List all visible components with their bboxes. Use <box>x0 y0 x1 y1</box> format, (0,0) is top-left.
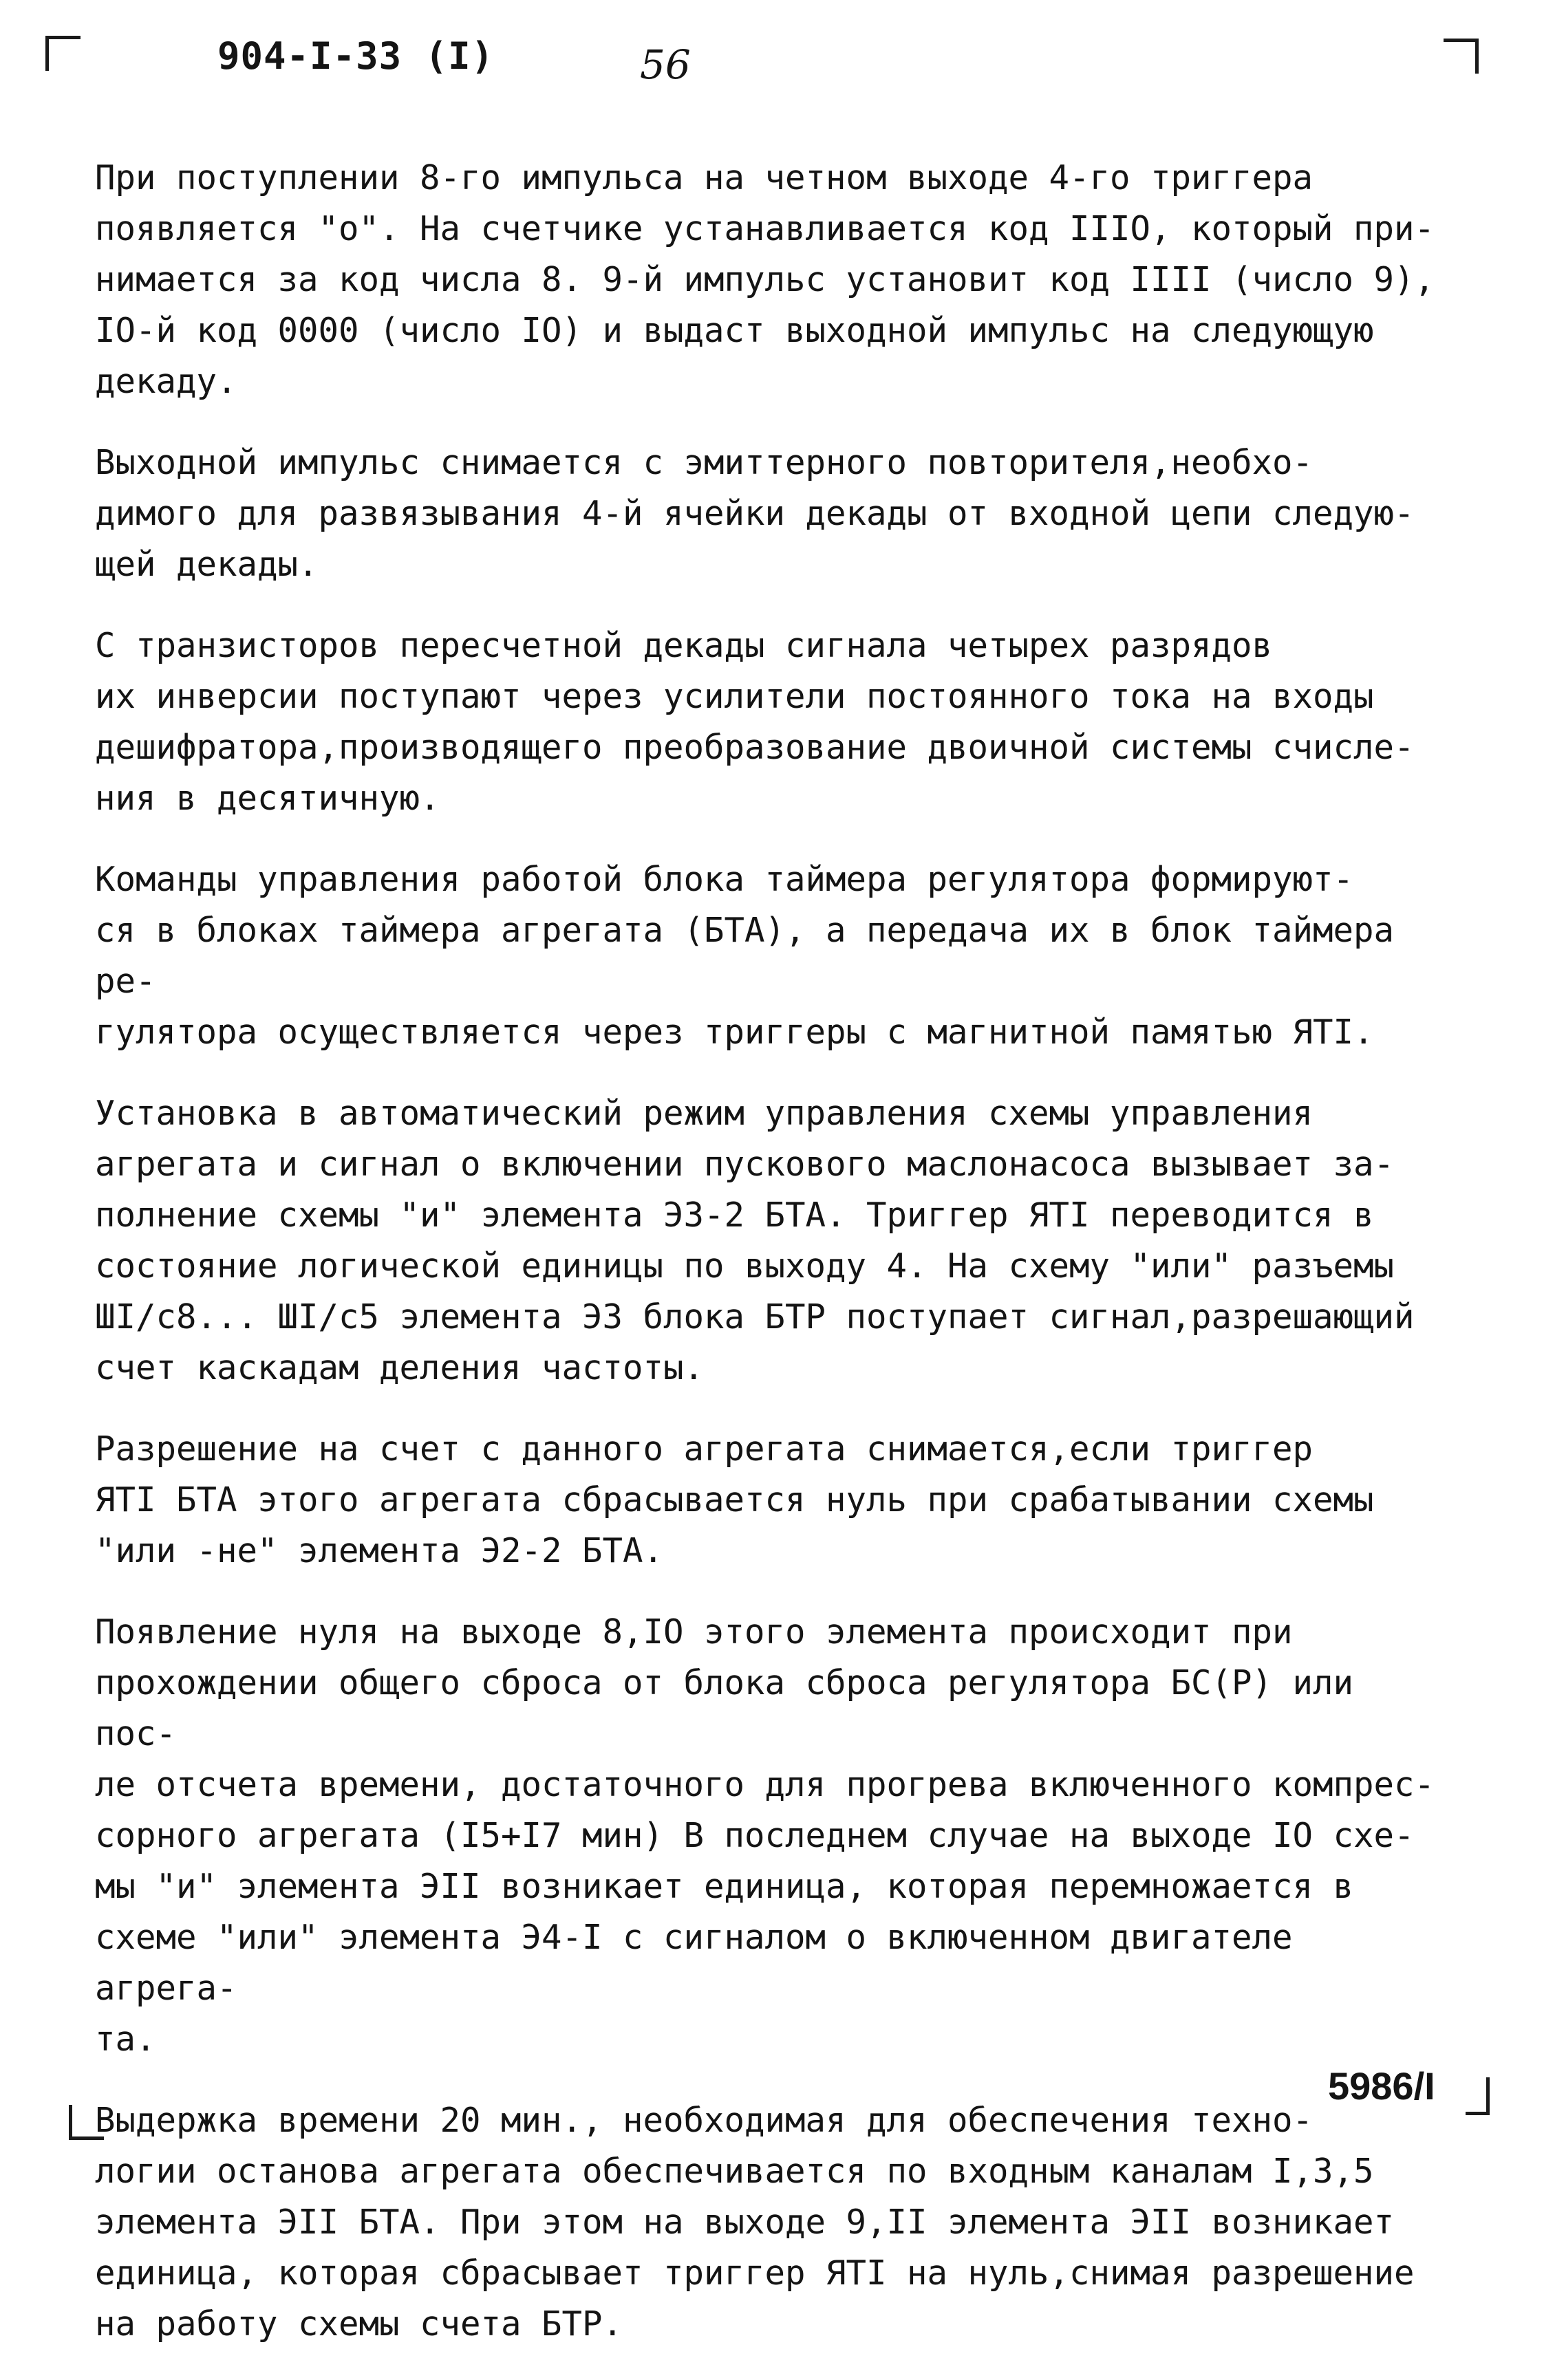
corner-mark-bottom-left <box>69 2105 104 2140</box>
document-code: 904-I-33 (I) <box>217 34 495 78</box>
paragraph-2: Выходной импульс снимается с эмиттерного повторителя,необхо- димого для развязывания 4-й ячейки декады от входной цепи следую- щей декады. <box>95 443 1415 584</box>
paragraph-7: Появление нуля на выходе 8,IО этого элемента происходит при прохождении общего сброса от блока сброса регулятора БС(Р) или пос- ле отсчета времени, достаточного для прогрева включенного компрес- сорного агрегата (I5+I7 мин) В последнем случае на выходе IО схе- мы "и" элемента ЭII возникает единица, которая перемножается в схеме "или" элемента Э4-I с сигналом о включенном двигателе агрега- та. <box>95 1612 1435 2059</box>
page-number: 56 <box>640 41 691 88</box>
document-body <box>95 153 1444 2380</box>
paragraph-3: С транзисторов пересчетной декады сигнала четырех разрядов их инверсии поступают через усилители постоянного тока на входы дешифратора,производящего преобразование двоичной системы счисле- ния в десятичную. <box>95 626 1415 818</box>
corner-mark-bottom-right <box>1466 2077 1490 2115</box>
corner-mark-top-left <box>45 36 81 71</box>
paragraph-4: Команды управления работой блока таймера регулятора формируют- ся в блоках таймера агрегата (БТА), а передача их в блок таймера ре- гулятора осуществляется через триггеры с магнитной памятью ЯТI. <box>95 860 1395 1052</box>
paragraph-5: Установка в автоматический режим управления схемы управления агрегата и сигнал о включении пускового маслонасоса вызывает за- полнение схемы "и" элемента Э3-2 БТА. Триггер ЯТI переводится в состояние логической единицы по выходу 4. На схему "или" разъемы ШI/с8... ШI/с5 элемента Э3 блока БТР поступает сигнал,разрешающий счет каскадам деления частоты. <box>95 1094 1415 1387</box>
corner-mark-top-right <box>1444 39 1479 74</box>
sheet-number: 5986/I <box>1328 2064 1435 2108</box>
paragraph-6: Разрешение на счет с данного агрегата снимается,если триггер ЯТI БТА этого агрегата сбрасывается нуль при срабатывании схемы "или -не" элемента Э2-2 БТА. <box>95 1429 1374 1570</box>
paragraph-1: При поступлении 8-го импульса на четном выходе 4-го триггера появляется "о". На счетчике устанавливается код IIIО, который при- нимается за код числа 8. 9-й импульс установит код IIII (число 9), IО-й код 0000 (число IО) и выдаст выходной импульс на следующую декаду. <box>95 158 1435 401</box>
paragraph-8: Выдержка времени 20 мин., необходимая для обеспечения техно- логии останова агрегата обеспечивается по входным каналам I,3,5 элемента ЭII БТА. При этом на выходе 9,II элемента ЭII возникает единица, которая сбрасывает триггер ЯТI на нуль,снимая разрешение на работу схемы счета БТР. <box>95 2101 1415 2344</box>
